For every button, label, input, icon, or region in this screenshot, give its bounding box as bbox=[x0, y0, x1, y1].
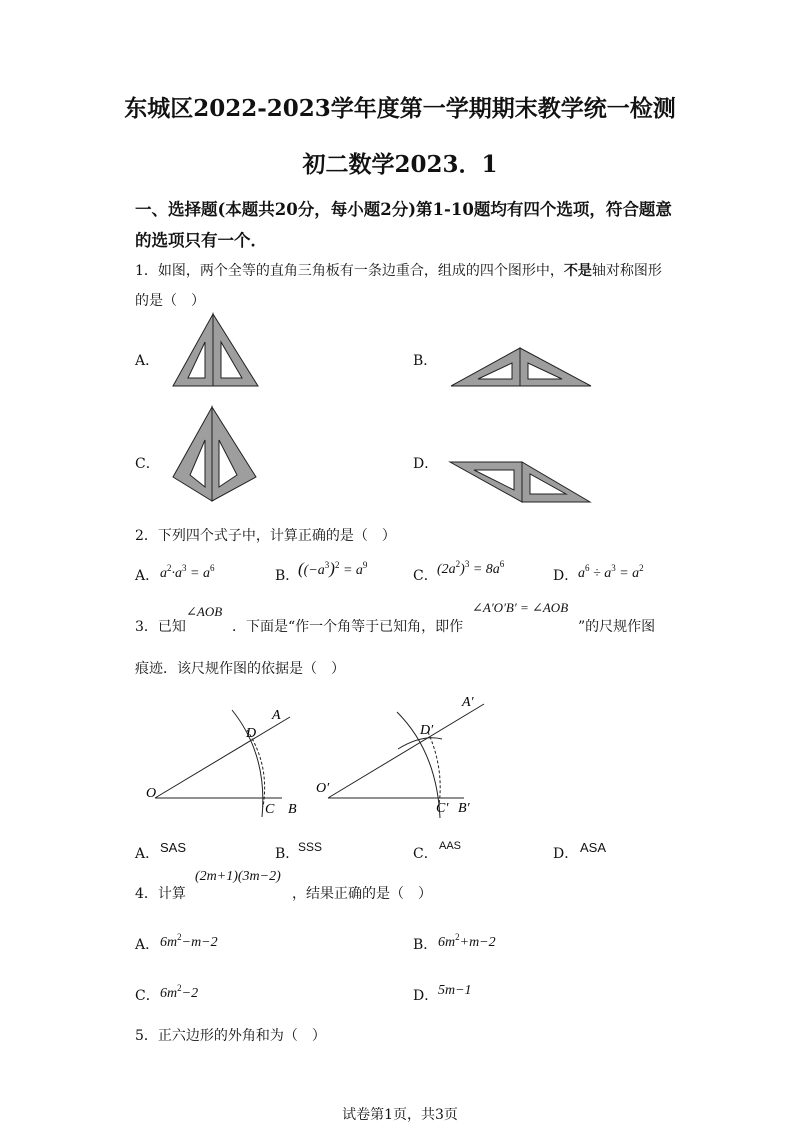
q2-option-b-label: B． bbox=[275, 568, 300, 584]
label-o: O bbox=[146, 786, 157, 801]
q1-figure-c bbox=[170, 405, 262, 503]
q2-option-c: $(2a^2)^3 = 8a^6$ bbox=[437, 559, 505, 577]
q3-construct-expr: ∠A′O′B′ = ∠AOB bbox=[472, 600, 569, 615]
q2-option-b: ($(-a^3)^2 = a^9$ bbox=[298, 559, 368, 578]
q3-option-d: ASA bbox=[580, 840, 607, 855]
ray-o-prime-a-prime bbox=[328, 704, 484, 798]
q1-figure-a bbox=[170, 312, 262, 388]
q4-option-c: $6m^2-2$ bbox=[160, 983, 199, 1001]
q3-figure-left bbox=[140, 695, 320, 820]
q1-text-post: 轴对称图形 bbox=[591, 263, 662, 279]
question-3-post: ”的尺规作图 bbox=[578, 619, 656, 635]
arc-large-prime bbox=[397, 712, 440, 818]
label-a: A bbox=[272, 708, 281, 723]
question-4-pre: 4．计算 bbox=[135, 886, 186, 902]
ray-oa bbox=[155, 717, 290, 798]
q1-option-a-label: A． bbox=[135, 353, 160, 369]
q2-option-a: $a^2\cdot a^3 = a^6$ bbox=[160, 563, 215, 581]
question-4-post: ，结果正确的是（ ） bbox=[292, 886, 432, 902]
q1-figure-d bbox=[448, 460, 594, 506]
q3-option-b: SSS bbox=[298, 840, 323, 854]
q4-expression: (2m+1)(3m−2) bbox=[195, 869, 281, 884]
q3-option-b-label: B． bbox=[275, 846, 300, 862]
section-heading-line2: 的选项只有一个． bbox=[135, 231, 267, 250]
q1-text-pre: 1．如图，两个全等的直角三角板有一条边重合，组成的四个图形中， bbox=[135, 263, 564, 279]
question-3-pre: 3．已知 bbox=[135, 619, 186, 635]
section-heading-line1: 一、选择题(本题共20分，每小题2分)第1-10题均有四个选项，符合题意 bbox=[135, 200, 672, 219]
label-b-prime: B′ bbox=[458, 801, 470, 816]
q2-option-d-label: D． bbox=[553, 568, 579, 584]
page-footer: 试卷第1页，共3页 bbox=[342, 1107, 458, 1123]
triangle-c-left bbox=[173, 407, 212, 501]
q2-option-d: $a^6 \div a^3 = a^2$ bbox=[578, 563, 644, 581]
question-5-stem: 5．正六边形的外角和为（ ） bbox=[135, 1028, 326, 1044]
question-1-line1 bbox=[135, 260, 662, 280]
label-a-prime: A′ bbox=[462, 695, 474, 710]
q3-option-c: AAS bbox=[439, 840, 462, 852]
label-d: D bbox=[246, 726, 257, 741]
q1-option-c-label: C． bbox=[135, 456, 160, 472]
arc-small-prime bbox=[398, 738, 442, 749]
q3-angle-aob: ∠AOB bbox=[186, 604, 223, 619]
page-subtitle: 初二数学2023．1 bbox=[302, 151, 498, 178]
q4-option-a-label: A． bbox=[135, 937, 160, 953]
q4-option-c-label: C． bbox=[135, 988, 160, 1004]
q2-option-c-label: C． bbox=[413, 568, 438, 584]
q1-option-b-label: B． bbox=[413, 353, 438, 369]
page-title: 东城区2022-2023学年度第一学期期末教学统一检测 bbox=[124, 95, 676, 122]
q4-option-b-label: B． bbox=[413, 937, 438, 953]
q3-option-d-label: D． bbox=[553, 846, 579, 862]
q1-option-d-label: D． bbox=[413, 456, 439, 472]
question-2-stem: 2．下列四个式子中，计算正确的是（ ） bbox=[135, 528, 396, 544]
arc-dashed-prime bbox=[428, 732, 440, 805]
q1-figure-b bbox=[448, 346, 594, 388]
label-c: C bbox=[265, 802, 275, 817]
question-1-line2: 的是（ ） bbox=[135, 293, 205, 309]
label-o-prime: O′ bbox=[316, 781, 330, 796]
q3-option-a: SAS bbox=[160, 840, 187, 855]
q2-option-a-label: A． bbox=[135, 568, 160, 584]
q4-option-d: 5m−1 bbox=[438, 983, 472, 998]
q3-figure-right bbox=[312, 692, 492, 820]
q3-option-a-label: A． bbox=[135, 846, 160, 862]
q4-option-d-label: D． bbox=[413, 988, 439, 1004]
q4-option-a: $6m^2-m-2$ bbox=[160, 932, 218, 950]
q1-text-bold: 不是 bbox=[563, 263, 592, 279]
question-3-line2: 痕迹．该尺规作图的依据是（ ） bbox=[135, 661, 345, 677]
label-d-prime: D′ bbox=[420, 723, 434, 738]
q4-option-b: $6m^2+m-2$ bbox=[438, 932, 496, 950]
label-b: B bbox=[288, 802, 297, 817]
q3-option-c-label: C． bbox=[413, 846, 438, 862]
label-c-prime: C′ bbox=[436, 801, 449, 816]
question-3-mid: ．下面是“作一个角等于已知角，即作 bbox=[232, 619, 464, 635]
